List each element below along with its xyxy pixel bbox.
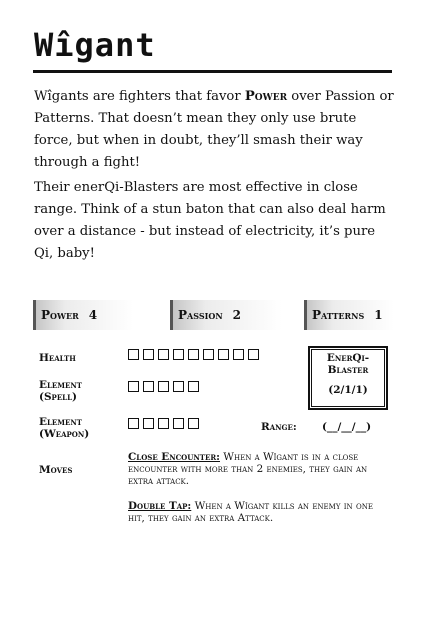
- intro-text-cont: over Passion or Patterns. That doesn’t mean they only use brute force, but when in doubt, they’ll smash their way through a fight!: [34, 89, 394, 170]
- element-spell-label-line2: (Spell): [39, 391, 77, 403]
- element-weapon-label-line2: (Weapon): [39, 428, 90, 440]
- stat-label: Passion: [178, 308, 223, 322]
- moves-label: Moves: [39, 464, 73, 476]
- health-box[interactable]: [203, 349, 214, 360]
- element-weapon-boxes[interactable]: [128, 418, 199, 429]
- element-weapon-box[interactable]: [143, 418, 154, 429]
- weapon-name-line2: Blaster: [327, 364, 369, 376]
- element-weapon-box[interactable]: [188, 418, 199, 429]
- element-spell-label: [39, 379, 82, 403]
- move-name: Close Encounter:: [128, 451, 220, 463]
- health-box[interactable]: [233, 349, 244, 360]
- stat-value: 1: [374, 308, 383, 322]
- element-weapon-box[interactable]: [128, 418, 139, 429]
- range-label: Range:: [261, 421, 297, 433]
- weapon-box: [308, 346, 388, 410]
- move-name: Double Tap:: [128, 500, 192, 512]
- element-spell-box[interactable]: [128, 381, 139, 392]
- health-box[interactable]: [188, 349, 199, 360]
- health-box[interactable]: [173, 349, 184, 360]
- element-spell-box[interactable]: [173, 381, 184, 392]
- health-box[interactable]: [248, 349, 259, 360]
- stat-power: [33, 300, 133, 330]
- health-box[interactable]: [128, 349, 139, 360]
- move-text: When a Wîgant is in a close encounter with more than 2 enemies, they gain an extra attack.: [128, 451, 368, 487]
- stat-value: 4: [88, 308, 98, 322]
- stat-value: 2: [232, 308, 241, 322]
- element-spell-box[interactable]: [158, 381, 169, 392]
- stat-label: Patterns: [312, 308, 365, 322]
- health-box[interactable]: [158, 349, 169, 360]
- health-box[interactable]: [143, 349, 154, 360]
- health-boxes[interactable]: [128, 349, 259, 360]
- move-double-tap: [128, 500, 378, 524]
- weapon-stats: (2/1/1): [328, 384, 368, 396]
- element-spell-boxes[interactable]: [128, 381, 199, 392]
- range-value[interactable]: (__/__/__): [322, 421, 372, 433]
- health-label: Health: [39, 352, 76, 364]
- element-spell-label-line1: Element: [39, 379, 82, 391]
- weapon-name-line1: EnerQi-: [326, 352, 370, 364]
- element-weapon-box[interactable]: [158, 418, 169, 429]
- element-spell-box[interactable]: [188, 381, 199, 392]
- intro-paragraph-2: Their enerQi-Blasters are most effective in close range. Think of a stun baton that can also deal harm over a distance - but instead of electricity, it’s pure Qi, baby!: [34, 180, 386, 261]
- health-box[interactable]: [218, 349, 229, 360]
- intro-paragraph-1: [34, 86, 396, 174]
- move-close-encounter: [128, 451, 378, 487]
- intro-text: Wîgants are fighters that favor: [34, 89, 245, 104]
- title-rule: [33, 70, 392, 73]
- power-emphasis: Power: [244, 89, 288, 104]
- element-weapon-label-line1: Element: [39, 416, 82, 428]
- stat-patterns: [304, 300, 394, 330]
- move-text: When a Wîgant kills an enemy in one hit, they gain an extra Attack.: [128, 500, 373, 524]
- element-weapon-box[interactable]: [173, 418, 184, 429]
- element-weapon-label: [39, 416, 89, 440]
- stat-label: Power: [41, 308, 79, 322]
- stat-passion: [170, 300, 282, 330]
- element-spell-box[interactable]: [143, 381, 154, 392]
- page-title: Wîgant: [34, 26, 156, 64]
